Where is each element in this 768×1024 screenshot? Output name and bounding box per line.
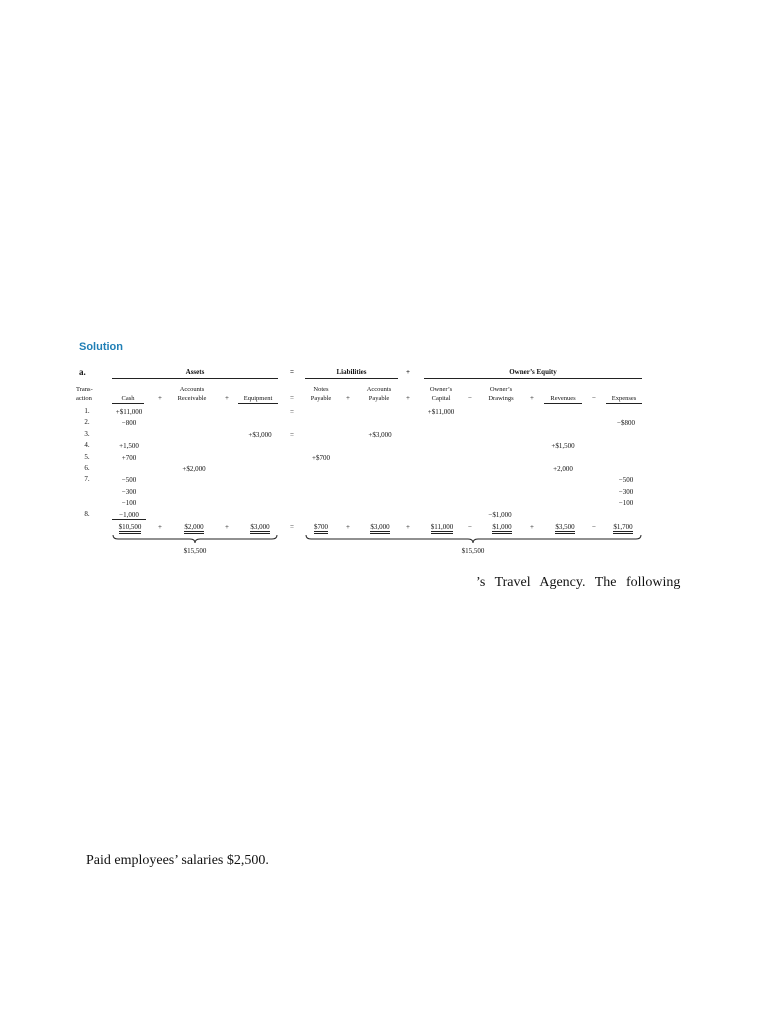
drawings-header-line2: Drawings [488,395,514,402]
row-3-no: 3. [84,429,90,438]
expenses-header: Expenses [606,394,642,404]
row-3-eq: = [290,430,294,439]
total-cash-value: $10,500 [119,523,142,534]
row-1-eq: = [290,408,294,416]
row-1-cash: +$11,000 [115,408,143,416]
row-1-no: 1. [84,407,90,415]
total-np [306,523,336,532]
ap-header [360,385,398,403]
header-minus-2: − [592,394,596,402]
header-plus-4: + [406,394,410,402]
ap-header-line1: Accounts [366,386,392,393]
cash-header: Cash [112,394,144,404]
total-ar [178,523,210,532]
row-7-no: 7. [84,475,90,484]
total-np-value: $700 [314,523,328,534]
row-3-equip: +$3,000 [248,430,272,439]
solution-heading: Solution [79,341,123,353]
row-5-no: 5. [84,452,90,461]
header-plus-1: + [158,394,162,402]
equity-group-heading: Owner’s Equity [509,368,557,376]
drawings-header-line1: Owner’s [489,386,513,393]
row-10-no: 8. [84,509,90,518]
total-expenses-value: $1,700 [613,523,632,534]
total-ap-value: $3,000 [370,523,389,534]
capital-header-line2: Capital [431,395,451,402]
equipment-header: Equipment [238,394,278,404]
total-revenues-value: $3,500 [555,523,574,534]
total-ap [362,523,398,532]
total-capital-value: $11,000 [431,523,454,534]
row-3-ap: +$3,000 [368,430,392,439]
total-capital [424,523,460,532]
salaries-text: Paid employees’ salaries $2,500. [86,853,269,868]
row-10-cash: −1,000 [119,510,139,519]
part-label: a. [79,367,86,377]
row-2-cash: −800 [121,419,137,428]
row-9-expenses: −100 [618,499,634,508]
row-2-no: 2. [84,418,90,427]
sum-rule-cash [112,519,146,520]
row-8-cash: −300 [121,487,137,496]
total-plus-1: + [158,523,162,531]
row-9-cash: −100 [121,499,137,508]
np-header [305,385,337,403]
capital-header [424,385,458,403]
row-4-cash: +1,500 [119,442,139,451]
row-6-ar: +$2,000 [182,465,206,473]
total-drawings [484,523,520,532]
header-equals: = [290,394,294,402]
row-5-cash: +700 [121,453,137,462]
ap-header-line2: Payable [368,395,390,402]
liabilities-group-rule [305,378,398,379]
row-2-expenses: −$800 [617,419,635,428]
transaction-header [76,385,102,403]
total-plus-3: + [346,523,350,531]
revenues-header: Revenues [544,394,582,404]
total-revenues [548,523,582,532]
assets-group-rule [112,378,278,379]
total-equip [244,523,276,532]
header-plus-3: + [346,394,350,402]
transaction-header-line2: action [76,395,92,402]
row-6-no: 6. [84,464,90,472]
row-4-revenues: +$1,500 [551,442,575,451]
row-5-np: +$700 [312,453,330,462]
total-expenses [606,523,640,532]
np-header-line1: Notes [313,386,329,393]
header-plus-5: + [530,394,534,402]
liabilities-equity-brace [305,535,642,543]
total-plus-2: + [225,523,229,531]
group-plus-sign: + [406,368,410,376]
ar-header [170,385,214,403]
row-4-no: 4. [84,441,90,450]
group-equals-sign: = [290,368,294,376]
total-minus-1: − [468,523,472,531]
row-1-capital: +$11,000 [427,408,455,416]
total-equip-value: $3,000 [250,523,269,534]
row-8-expenses: −300 [618,487,634,496]
ar-header-line1: Accounts [179,386,205,393]
total-plus-4: + [406,523,410,531]
assets-brace [112,535,278,543]
assets-group-heading: Assets [185,368,205,376]
np-header-line2: Payable [310,395,332,402]
transaction-header-line1: Trans- [76,386,93,393]
equity-group-rule [424,378,642,379]
row-10-drawings: −$1,000 [488,510,512,519]
assets-brace-total: $15,500 [183,547,207,555]
total-ar-value: $2,000 [184,523,203,534]
total-equals: = [290,523,294,531]
drawings-header [482,385,520,403]
total-drawings-value: $1,000 [492,523,511,534]
total-minus-2: − [592,523,596,531]
row-6-revenues: +2,000 [553,465,573,473]
header-minus-1: − [468,394,472,402]
row-7-cash: −500 [121,476,137,485]
liabilities-equity-brace-total: $15,500 [461,547,485,555]
liabilities-group-heading: Liabilities [336,368,367,376]
ar-header-line2: Receivable [177,395,207,402]
capital-header-line1: Owner’s [429,386,453,393]
header-plus-2: + [225,394,229,402]
total-cash [112,523,148,532]
row-7-expenses: −500 [618,476,634,485]
travel-agency-text: ’s Travel Agency. The following [476,575,681,590]
total-plus-5: + [530,523,534,531]
